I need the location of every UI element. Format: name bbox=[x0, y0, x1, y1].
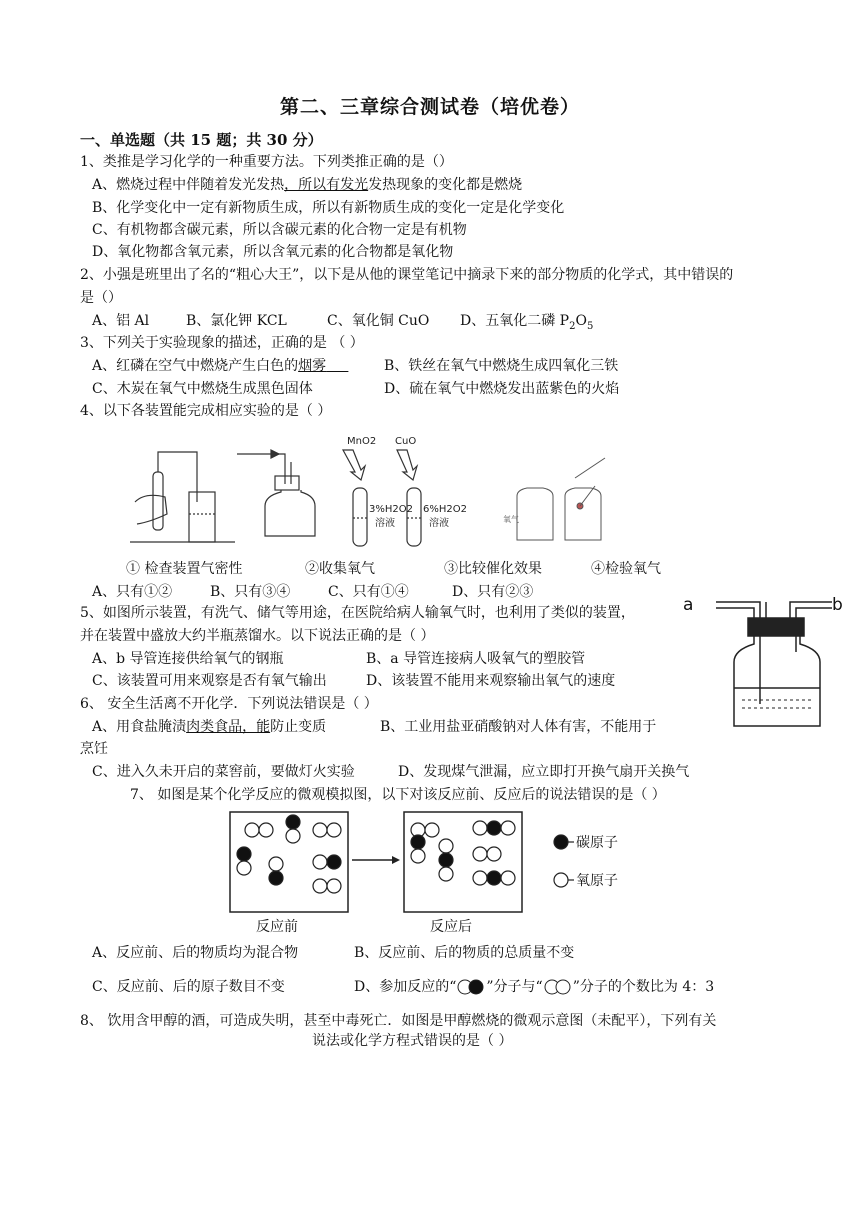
oxygen-atom bbox=[425, 823, 439, 837]
carbon-atom bbox=[237, 847, 251, 861]
q2-stem-line2: 是（） bbox=[80, 290, 122, 306]
carbon-atom bbox=[286, 815, 300, 829]
after-label: 反应后 bbox=[430, 919, 472, 935]
mno2-label: MnO2 bbox=[347, 436, 377, 447]
q7-option-c: C、反应前、后的原子数目不变 bbox=[92, 979, 285, 995]
carbon-atom bbox=[327, 855, 341, 869]
carbon-atom bbox=[439, 853, 453, 867]
q4-caption-3: ③比较催化效果 bbox=[444, 561, 542, 577]
q1-option-a: A、燃烧过程中伴随着发光发热，所以有发光发热现象的变化都是燃烧 bbox=[92, 177, 523, 193]
wash-bottle-figure bbox=[708, 592, 848, 732]
q2-option-a: A、铝 Al bbox=[92, 313, 150, 329]
oxygen-atom bbox=[245, 823, 259, 837]
q7-option-d: D、参加反应的“ ”分子与“ ”分子的个数比为 4：3 bbox=[354, 979, 715, 995]
q5-option-d: D、该装置不能用来观察输出氧气的速度 bbox=[366, 673, 616, 689]
q4-caption-4: ④检验氧气 bbox=[591, 561, 661, 577]
q6-option-c: C、进入久未开启的菜窖前，要做灯火实验 bbox=[92, 764, 355, 780]
legend-carbon-label: 碳原子 bbox=[576, 835, 618, 851]
oxygen-atom bbox=[269, 857, 283, 871]
q3-option-d: D、硫在氧气中燃烧发出蓝紫色的火焰 bbox=[384, 381, 620, 397]
q5-option-c: C、该装置可用来观察是否有氧气输出 bbox=[92, 673, 327, 689]
q4-caption-2: ②收集氧气 bbox=[305, 561, 375, 577]
q1-stem: 1、类推是学习化学的一种重要方法。下列类推正确的是（） bbox=[80, 154, 453, 170]
oxygen-atom bbox=[286, 829, 300, 843]
oxygen-atom bbox=[487, 847, 501, 861]
oxygen-atom bbox=[237, 861, 251, 875]
oxygen-atom bbox=[313, 879, 327, 893]
q2-option-c: C、氧化铜 CuO bbox=[327, 313, 430, 329]
q4-option-c: C、只有①④ bbox=[328, 584, 409, 600]
oxygen-atom bbox=[259, 823, 273, 837]
reaction-microscopic-figure bbox=[228, 810, 648, 920]
oxygen-atom bbox=[473, 821, 487, 835]
section-heading: 一、单选题（共 15 题；共 30 分） bbox=[80, 131, 323, 149]
oxygen-test-apparatus bbox=[517, 458, 605, 540]
tube-b-label: b bbox=[832, 595, 843, 615]
h2o2-3-label: 3%H2O2 bbox=[369, 504, 413, 515]
q2-option-b: B、氯化钾 KCL bbox=[186, 313, 287, 329]
q4-apparatus-figure bbox=[125, 432, 655, 562]
carbon-atom bbox=[487, 871, 501, 885]
q4-option-a: A、只有①② bbox=[92, 584, 173, 600]
oxygen-atom bbox=[473, 847, 487, 861]
q4-option-b: B、只有③④ bbox=[210, 584, 291, 600]
oxygen-atom bbox=[411, 849, 425, 863]
q6-option-b-cont: 烹饪 bbox=[80, 741, 108, 757]
q2-stem-line1: 2、小强是班里出了名的“粗心大王”，以下是从他的课堂笔记中摘录下来的部分物质的化学式，其中错误的 bbox=[80, 267, 734, 283]
legend-oxygen-label: 氧原子 bbox=[576, 873, 618, 889]
oxygen-atom bbox=[501, 871, 515, 885]
q6-option-d: D、发现煤气泄漏，应立即打开换气扇开关换气 bbox=[398, 764, 690, 780]
tube-a-label: a bbox=[683, 595, 694, 615]
oxygen-atom bbox=[501, 821, 515, 835]
legend bbox=[554, 835, 574, 887]
q6-option-a: A、用食盐腌渍肉类食品，能防止变质 bbox=[92, 719, 327, 735]
h2o2-6-solution-label: 溶液 bbox=[429, 518, 449, 529]
gas-collecting-bottle bbox=[237, 450, 315, 536]
q8-stem-line1: 8、 饮用含甲醇的酒，可造成失明，甚至中毒死亡．如图是甲醇燃烧的微观示意图（未配平），下列有关 bbox=[80, 1013, 717, 1029]
q7-stem: 7、 如图是某个化学反应的微观模拟图，以下对该反应前、反应后的说法错误的是（ ） bbox=[130, 787, 666, 803]
co-molecule-icon bbox=[456, 978, 486, 996]
catalyst-comparison-apparatus bbox=[343, 450, 421, 546]
q5-stem-line1: 5、如图所示装置，有洗气、储气等用途，在医院给病人输氧气时，也利用了类似的装置， bbox=[80, 605, 635, 621]
q5-option-b: B、a 导管连接病人吸氧气的塑胶管 bbox=[366, 651, 586, 667]
q2-option-d: D、五氧化二磷 $P_2O_5$ bbox=[460, 313, 594, 332]
q1-option-b: B、化学变化中一定有新物质生成，所以有新物质生成的变化一定是化学变化 bbox=[92, 200, 565, 216]
oxygen-label: 氧气 bbox=[503, 515, 519, 524]
q8-stem-line2: 说法或化学方程式错误的是（ ） bbox=[312, 1033, 513, 1049]
carbon-atom bbox=[411, 835, 425, 849]
q6-stem: 6、 安全生活离不开化学．下列说法错误是（ ） bbox=[80, 696, 378, 712]
q5-option-a: A、b 导管连接供给氧气的钢瓶 bbox=[92, 651, 284, 667]
page-title: 第二、三章综合测试卷（培优卷） bbox=[279, 96, 580, 118]
before-label: 反应前 bbox=[256, 919, 298, 935]
q4-option-d: D、只有②③ bbox=[452, 584, 534, 600]
carbon-atom bbox=[269, 871, 283, 885]
oxygen-atom bbox=[313, 823, 327, 837]
q1-option-d: D、氧化物都含氧元素，所以含氧元素的化合物都是氧化物 bbox=[92, 244, 454, 260]
oxygen-atom bbox=[439, 867, 453, 881]
h2o2-6-label: 6%H2O2 bbox=[423, 504, 467, 515]
q7-option-b: B、反应前、后的物质的总质量不变 bbox=[354, 945, 575, 961]
cuo-label: CuO bbox=[395, 436, 417, 447]
h2o2-3-solution-label: 溶液 bbox=[375, 518, 395, 529]
q3-option-b: B、铁丝在氧气中燃烧生成四氧化三铁 bbox=[384, 358, 619, 374]
airtight-check-apparatus bbox=[130, 452, 235, 542]
oxygen-atom bbox=[327, 823, 341, 837]
q6-option-b: B、工业用盐亚硝酸钠对人体有害，不能用于 bbox=[380, 719, 657, 735]
q1-option-c: C、有机物都含碳元素，所以含碳元素的化合物一定是有机物 bbox=[92, 222, 467, 238]
o2-molecule-icon bbox=[543, 978, 573, 996]
q7-option-a: A、反应前、后的物质均为混合物 bbox=[92, 945, 299, 961]
q4-stem: 4、以下各装置能完成相应实验的是（ ） bbox=[80, 403, 332, 419]
oxygen-atom bbox=[473, 871, 487, 885]
oxygen-atom bbox=[439, 839, 453, 853]
carbon-atom bbox=[487, 821, 501, 835]
q3-stem: 3、下列关于实验现象的描述，正确的是 （ ） bbox=[80, 335, 364, 351]
q4-caption-1: ① 检查装置气密性 bbox=[126, 561, 243, 577]
oxygen-atom bbox=[327, 879, 341, 893]
q5-stem-line2: 并在装置中盛放大约半瓶蒸馏水。以下说法正确的是（ ） bbox=[80, 628, 435, 644]
oxygen-atom bbox=[313, 855, 327, 869]
q3-option-a: A、红磷在空气中燃烧产生白色的烟雾 bbox=[92, 358, 327, 374]
q3-option-c: C、木炭在氧气中燃烧生成黑色固体 bbox=[92, 381, 313, 397]
